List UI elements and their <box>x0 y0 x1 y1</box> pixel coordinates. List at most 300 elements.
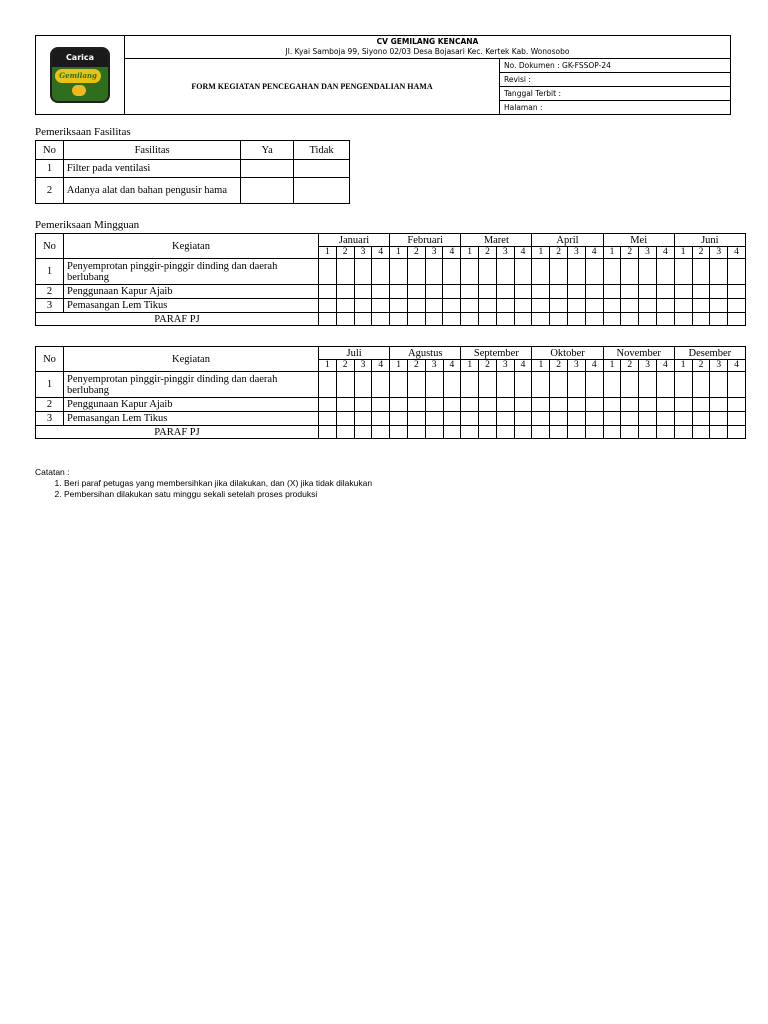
week-check-cell[interactable] <box>639 285 657 299</box>
week-check-cell[interactable] <box>336 259 354 285</box>
week-check-cell[interactable] <box>639 398 657 412</box>
week-check-cell[interactable] <box>550 412 568 426</box>
week-check-cell[interactable] <box>390 285 408 299</box>
week-check-cell[interactable] <box>692 372 710 398</box>
week-check-cell[interactable] <box>532 398 550 412</box>
week-check-cell[interactable] <box>621 285 639 299</box>
week-check-cell[interactable] <box>407 412 425 426</box>
paraf-cell[interactable] <box>585 313 603 326</box>
week-check-cell[interactable] <box>692 285 710 299</box>
week-check-cell[interactable] <box>603 299 621 313</box>
paraf-cell[interactable] <box>496 426 514 439</box>
month-header: September <box>461 347 532 360</box>
week-number: 4 <box>443 360 461 372</box>
section-label-mingguan: Pemeriksaan Mingguan <box>35 219 140 231</box>
week-check-cell[interactable] <box>532 259 550 285</box>
week-number: 2 <box>479 247 497 259</box>
week-check-cell[interactable] <box>550 372 568 398</box>
week-check-cell[interactable] <box>425 299 443 313</box>
week-check-cell[interactable] <box>674 372 692 398</box>
row-kegiatan: Penyemprotan pinggir-pinggir dinding dan daerah berlubang <box>64 372 319 398</box>
week-check-cell[interactable] <box>390 412 408 426</box>
fruit-icon <box>72 85 86 96</box>
week-check-cell[interactable] <box>354 285 372 299</box>
paraf-cell[interactable] <box>532 426 550 439</box>
week-check-cell[interactable] <box>319 398 337 412</box>
logo-text-top: Carica <box>52 49 108 67</box>
cell-tidak[interactable] <box>294 160 350 178</box>
week-check-cell[interactable] <box>692 398 710 412</box>
paraf-cell[interactable] <box>621 426 639 439</box>
week-check-cell[interactable] <box>532 412 550 426</box>
week-check-cell[interactable] <box>656 398 674 412</box>
week-check-cell[interactable] <box>336 285 354 299</box>
week-check-cell[interactable] <box>425 412 443 426</box>
week-check-cell[interactable] <box>443 372 461 398</box>
month-header: Juli <box>319 347 390 360</box>
week-check-cell[interactable] <box>514 299 532 313</box>
company-info <box>125 36 731 59</box>
week-check-cell[interactable] <box>319 285 337 299</box>
week-check-cell[interactable] <box>585 285 603 299</box>
week-check-cell[interactable] <box>656 259 674 285</box>
paraf-cell[interactable] <box>692 313 710 326</box>
weekly-table-jan-jun <box>35 233 746 326</box>
week-number: 2 <box>621 360 639 372</box>
paraf-cell[interactable] <box>372 426 390 439</box>
week-check-cell[interactable] <box>443 299 461 313</box>
week-check-cell[interactable] <box>336 372 354 398</box>
week-check-cell[interactable] <box>461 372 479 398</box>
week-check-cell[interactable] <box>496 372 514 398</box>
paraf-cell[interactable] <box>514 313 532 326</box>
week-check-cell[interactable] <box>639 259 657 285</box>
week-check-cell[interactable] <box>532 299 550 313</box>
week-check-cell[interactable] <box>621 412 639 426</box>
paraf-cell[interactable] <box>479 426 497 439</box>
week-check-cell[interactable] <box>710 398 728 412</box>
paraf-cell[interactable] <box>585 426 603 439</box>
week-check-cell[interactable] <box>550 285 568 299</box>
paraf-row <box>36 313 746 326</box>
paraf-cell[interactable] <box>710 313 728 326</box>
week-check-cell[interactable] <box>567 285 585 299</box>
paraf-cell[interactable] <box>425 426 443 439</box>
paraf-cell[interactable] <box>479 313 497 326</box>
paraf-cell[interactable] <box>639 313 657 326</box>
week-check-cell[interactable] <box>461 285 479 299</box>
week-check-cell[interactable] <box>550 259 568 285</box>
week-check-cell[interactable] <box>621 372 639 398</box>
week-check-cell[interactable] <box>674 299 692 313</box>
month-header: November <box>603 347 674 360</box>
paraf-cell[interactable] <box>656 313 674 326</box>
row-kegiatan: Pemasangan Lem Tikus <box>64 299 319 313</box>
week-check-cell[interactable] <box>728 372 746 398</box>
week-check-cell[interactable] <box>603 412 621 426</box>
week-check-cell[interactable] <box>514 372 532 398</box>
cell-ya[interactable] <box>241 178 294 204</box>
notes-title: Catatan : <box>35 467 70 477</box>
week-check-cell[interactable] <box>710 285 728 299</box>
week-check-cell[interactable] <box>514 412 532 426</box>
month-header: Juni <box>674 234 745 247</box>
paraf-cell[interactable] <box>407 313 425 326</box>
week-check-cell[interactable] <box>710 412 728 426</box>
paraf-cell[interactable] <box>336 426 354 439</box>
paraf-cell[interactable] <box>728 426 746 439</box>
week-number: 3 <box>639 360 657 372</box>
week-check-cell[interactable] <box>603 285 621 299</box>
row-no: 2 <box>36 178 64 204</box>
week-number: 3 <box>568 360 586 372</box>
week-check-cell[interactable] <box>461 259 479 285</box>
week-check-cell[interactable] <box>479 285 497 299</box>
week-check-cell[interactable] <box>692 299 710 313</box>
week-check-cell[interactable] <box>479 299 497 313</box>
week-check-cell[interactable] <box>407 285 425 299</box>
week-check-cell[interactable] <box>514 285 532 299</box>
week-check-cell[interactable] <box>407 299 425 313</box>
week-number: 2 <box>407 247 425 259</box>
week-number: 4 <box>728 247 746 259</box>
company-name: CV GEMILANG KENCANA <box>376 37 479 46</box>
week-number: 4 <box>728 360 746 372</box>
week-check-cell[interactable] <box>425 285 443 299</box>
week-check-cell[interactable] <box>479 398 497 412</box>
logo-text-script: Gemilang <box>55 69 101 83</box>
paraf-cell[interactable] <box>354 426 372 439</box>
week-check-cell[interactable] <box>514 398 532 412</box>
week-check-cell[interactable] <box>479 412 497 426</box>
week-number: 2 <box>336 360 354 372</box>
row-kegiatan: Pemasangan Lem Tikus <box>64 412 319 426</box>
week-check-cell[interactable] <box>319 299 337 313</box>
paraf-cell[interactable] <box>710 426 728 439</box>
week-check-cell[interactable] <box>496 285 514 299</box>
week-check-cell[interactable] <box>710 299 728 313</box>
header-fasilitas: Fasilitas <box>63 141 240 160</box>
week-check-cell[interactable] <box>603 259 621 285</box>
week-check-cell[interactable] <box>639 412 657 426</box>
week-check-cell[interactable] <box>585 299 603 313</box>
week-check-cell[interactable] <box>710 372 728 398</box>
week-check-cell[interactable] <box>496 412 514 426</box>
week-check-cell[interactable] <box>674 398 692 412</box>
fasilitas-table <box>35 140 350 204</box>
week-number: 3 <box>567 247 585 259</box>
week-check-cell[interactable] <box>443 412 461 426</box>
paraf-cell[interactable] <box>372 313 390 326</box>
week-check-cell[interactable] <box>567 259 585 285</box>
week-check-cell[interactable] <box>514 259 532 285</box>
week-check-cell[interactable] <box>603 398 621 412</box>
week-check-cell[interactable] <box>319 372 337 398</box>
form-title: FORM KEGIATAN PENCEGAHAN DAN PENGENDALIAN HAMA <box>125 59 500 115</box>
paraf-cell[interactable] <box>319 426 337 439</box>
paraf-cell[interactable] <box>728 313 746 326</box>
week-check-cell[interactable] <box>656 299 674 313</box>
week-number: 4 <box>372 360 390 372</box>
paraf-cell[interactable] <box>567 313 585 326</box>
week-number: 2 <box>692 360 710 372</box>
week-number: 3 <box>710 360 728 372</box>
week-check-cell[interactable] <box>372 398 390 412</box>
week-check-cell[interactable] <box>354 412 372 426</box>
week-check-cell[interactable] <box>479 259 497 285</box>
week-number: 2 <box>479 360 497 372</box>
week-check-cell[interactable] <box>728 412 746 426</box>
row-item: Filter pada ventilasi <box>63 160 240 178</box>
week-check-cell[interactable] <box>674 285 692 299</box>
week-check-cell[interactable] <box>319 259 337 285</box>
week-number: 2 <box>550 247 568 259</box>
week-check-cell[interactable] <box>372 412 390 426</box>
week-number: 1 <box>532 360 550 372</box>
cell-ya[interactable] <box>241 160 294 178</box>
week-check-cell[interactable] <box>372 372 390 398</box>
week-check-cell[interactable] <box>568 372 586 398</box>
header-no: No <box>36 234 64 259</box>
week-check-cell[interactable] <box>692 412 710 426</box>
paraf-cell[interactable] <box>603 313 621 326</box>
document-header <box>35 35 731 115</box>
paraf-cell[interactable] <box>425 313 443 326</box>
week-check-cell[interactable] <box>692 259 710 285</box>
week-check-cell[interactable] <box>532 372 550 398</box>
week-check-cell[interactable] <box>585 398 603 412</box>
week-check-cell[interactable] <box>532 285 550 299</box>
week-check-cell[interactable] <box>728 299 746 313</box>
week-number: 3 <box>710 247 728 259</box>
paraf-cell[interactable] <box>496 313 514 326</box>
week-check-cell[interactable] <box>390 259 408 285</box>
paraf-cell[interactable] <box>603 426 621 439</box>
table-row <box>36 160 350 178</box>
week-check-cell[interactable] <box>550 299 568 313</box>
week-check-cell[interactable] <box>407 259 425 285</box>
meta-tanggal-terbit: Tanggal Terbit : <box>500 87 731 101</box>
week-number: 1 <box>461 247 479 259</box>
week-number: 1 <box>674 360 692 372</box>
paraf-cell[interactable] <box>390 313 408 326</box>
paraf-label: PARAF PJ <box>36 313 319 326</box>
week-check-cell[interactable] <box>621 299 639 313</box>
month-header: Desember <box>674 347 745 360</box>
paraf-cell[interactable] <box>443 426 461 439</box>
week-check-cell[interactable] <box>461 412 479 426</box>
week-check-cell[interactable] <box>674 259 692 285</box>
week-check-cell[interactable] <box>372 259 390 285</box>
week-check-cell[interactable] <box>407 372 425 398</box>
note-item: 1. Beri paraf petugas yang membersihkan jika dilakukan, dan (X) jika tidak dilakukan <box>64 478 372 489</box>
week-number: 4 <box>656 247 674 259</box>
week-check-cell[interactable] <box>496 299 514 313</box>
paraf-cell[interactable] <box>514 426 532 439</box>
week-check-cell[interactable] <box>336 299 354 313</box>
week-check-cell[interactable] <box>372 299 390 313</box>
logo-cell <box>36 36 125 115</box>
week-check-cell[interactable] <box>621 259 639 285</box>
week-number: 4 <box>372 247 390 259</box>
week-check-cell[interactable] <box>390 372 408 398</box>
note-item: 2. Pembersihan dilakukan satu minggu sekali setelah proses produksi <box>64 489 372 500</box>
week-number: 3 <box>425 360 443 372</box>
cell-tidak[interactable] <box>294 178 350 204</box>
week-check-cell[interactable] <box>390 398 408 412</box>
month-header: April <box>532 234 603 247</box>
week-number: 4 <box>443 247 461 259</box>
week-check-cell[interactable] <box>354 372 372 398</box>
paraf-cell[interactable] <box>390 426 408 439</box>
table-row <box>36 285 746 299</box>
paraf-cell[interactable] <box>674 426 692 439</box>
week-check-cell[interactable] <box>639 372 657 398</box>
week-check-cell[interactable] <box>567 299 585 313</box>
header-tidak: Tidak <box>294 141 350 160</box>
week-check-cell[interactable] <box>674 412 692 426</box>
week-check-cell[interactable] <box>496 259 514 285</box>
week-check-cell[interactable] <box>479 372 497 398</box>
header-no: No <box>36 347 64 372</box>
week-check-cell[interactable] <box>425 398 443 412</box>
week-check-cell[interactable] <box>710 259 728 285</box>
paraf-cell[interactable] <box>639 426 657 439</box>
week-check-cell[interactable] <box>425 372 443 398</box>
row-kegiatan: Penyemprotan pinggir-pinggir dinding dan daerah berlubang <box>64 259 319 285</box>
week-number: 4 <box>585 360 603 372</box>
meta-halaman: Halaman : <box>500 101 731 115</box>
section-label-fasilitas: Pemeriksaan Fasilitas <box>35 126 131 138</box>
month-header: Oktober <box>532 347 603 360</box>
row-no: 1 <box>36 259 64 285</box>
week-check-cell[interactable] <box>603 372 621 398</box>
week-check-cell[interactable] <box>425 259 443 285</box>
paraf-cell[interactable] <box>692 426 710 439</box>
header-no: No <box>36 141 64 160</box>
paraf-label: PARAF PJ <box>36 426 319 439</box>
week-number: 1 <box>603 247 621 259</box>
week-check-cell[interactable] <box>407 398 425 412</box>
table-row <box>36 178 350 204</box>
paraf-cell[interactable] <box>550 313 568 326</box>
month-header: Mei <box>603 234 674 247</box>
paraf-cell[interactable] <box>674 313 692 326</box>
meta-no-dokumen: No. Dokumen : GK-FSSOP-24 <box>500 59 731 73</box>
week-check-cell[interactable] <box>336 412 354 426</box>
row-no: 2 <box>36 285 64 299</box>
paraf-cell[interactable] <box>656 426 674 439</box>
week-check-cell[interactable] <box>585 372 603 398</box>
paraf-cell[interactable] <box>461 313 479 326</box>
notes-list <box>35 478 372 500</box>
row-no: 2 <box>36 398 64 412</box>
week-number: 2 <box>336 247 354 259</box>
week-check-cell[interactable] <box>728 398 746 412</box>
week-check-cell[interactable] <box>336 398 354 412</box>
paraf-cell[interactable] <box>354 313 372 326</box>
paraf-cell[interactable] <box>461 426 479 439</box>
week-number: 2 <box>692 247 710 259</box>
week-check-cell[interactable] <box>656 285 674 299</box>
week-check-cell[interactable] <box>585 259 603 285</box>
week-number: 1 <box>674 247 692 259</box>
row-kegiatan: Penggunaan Kapur Ajaib <box>64 398 319 412</box>
notes <box>35 467 372 500</box>
week-number: 1 <box>390 247 408 259</box>
paraf-cell[interactable] <box>336 313 354 326</box>
week-number: 3 <box>639 247 657 259</box>
table-row <box>36 372 746 398</box>
week-check-cell[interactable] <box>656 412 674 426</box>
week-number: 4 <box>514 247 532 259</box>
week-number: 3 <box>425 247 443 259</box>
company-address: Jl. Kyai Samboja 99, Siyono 02/03 Desa Bojasari Kec. Kertek Kab. Wonosobo <box>285 47 570 56</box>
week-number: 2 <box>550 360 568 372</box>
paraf-cell[interactable] <box>550 426 568 439</box>
week-number: 1 <box>319 247 337 259</box>
table-row <box>36 398 746 412</box>
week-check-cell[interactable] <box>443 259 461 285</box>
week-check-cell[interactable] <box>354 299 372 313</box>
week-check-cell[interactable] <box>390 299 408 313</box>
week-check-cell[interactable] <box>496 398 514 412</box>
week-check-cell[interactable] <box>568 412 586 426</box>
header-ya: Ya <box>241 141 294 160</box>
week-check-cell[interactable] <box>639 299 657 313</box>
meta-revisi: Revisi : <box>500 73 731 87</box>
week-check-cell[interactable] <box>550 398 568 412</box>
week-number: 1 <box>532 247 550 259</box>
paraf-cell[interactable] <box>532 313 550 326</box>
paraf-cell[interactable] <box>621 313 639 326</box>
week-check-cell[interactable] <box>443 398 461 412</box>
paraf-cell[interactable] <box>443 313 461 326</box>
paraf-cell[interactable] <box>407 426 425 439</box>
week-number: 2 <box>621 247 639 259</box>
header-kegiatan: Kegiatan <box>64 347 319 372</box>
week-check-cell[interactable] <box>461 398 479 412</box>
row-kegiatan: Penggunaan Kapur Ajaib <box>64 285 319 299</box>
carica-gemilang-logo <box>50 47 110 103</box>
week-check-cell[interactable] <box>568 398 586 412</box>
paraf-cell[interactable] <box>319 313 337 326</box>
paraf-cell[interactable] <box>568 426 586 439</box>
week-check-cell[interactable] <box>372 285 390 299</box>
week-number: 1 <box>461 360 479 372</box>
week-check-cell[interactable] <box>461 299 479 313</box>
month-header: Januari <box>319 234 390 247</box>
week-number: 1 <box>390 360 408 372</box>
row-no: 3 <box>36 299 64 313</box>
week-check-cell[interactable] <box>585 412 603 426</box>
week-check-cell[interactable] <box>728 285 746 299</box>
week-check-cell[interactable] <box>656 372 674 398</box>
week-number: 3 <box>496 360 514 372</box>
week-number: 3 <box>496 247 514 259</box>
month-header: Februari <box>390 234 461 247</box>
table-row <box>36 412 746 426</box>
paraf-row <box>36 426 746 439</box>
week-check-cell[interactable] <box>354 398 372 412</box>
week-check-cell[interactable] <box>728 259 746 285</box>
week-check-cell[interactable] <box>354 259 372 285</box>
week-check-cell[interactable] <box>443 285 461 299</box>
month-header: Agustus <box>390 347 461 360</box>
week-check-cell[interactable] <box>621 398 639 412</box>
week-check-cell[interactable] <box>319 412 337 426</box>
weekly-table-jul-dec <box>35 346 746 439</box>
